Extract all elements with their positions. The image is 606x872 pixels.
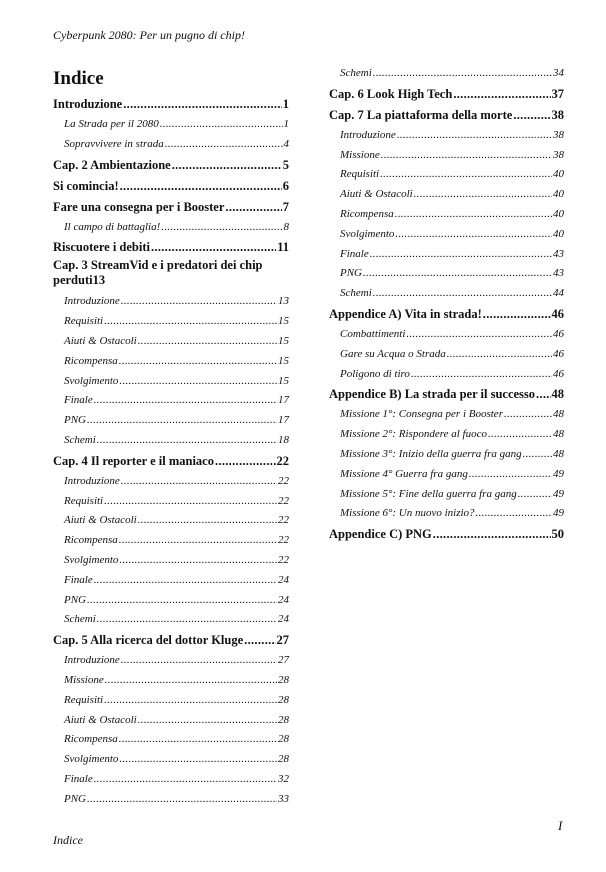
toc-page-number: 48 [551,387,564,402]
toc-leader-dots [215,451,276,472]
toc-chapter-entry[interactable] [329,524,564,545]
toc-leader-dots [536,384,550,405]
toc-section-entry[interactable] [329,165,564,185]
toc-leader-dots [411,365,552,385]
toc-entry-title: PNG [64,593,86,606]
toc-leader-dots [119,750,277,770]
footer-page-number: I [558,818,563,833]
toc-entry-title: Fare una consegna per i Booster [53,199,225,214]
toc-page-number: 17 [278,394,289,407]
toc-page-number: 22 [278,494,289,507]
toc-section-entry[interactable] [53,551,289,571]
toc-chapter-entry[interactable] [53,94,289,115]
toc-leader-dots [469,465,552,485]
toc-section-entry[interactable] [53,115,289,135]
toc-entry-title: Schemi [340,67,372,79]
toc-entry-title: Missione [64,673,104,686]
toc-leader-dots [119,551,277,571]
toc-leader-dots [380,165,552,185]
toc-entry-title: Schemi [340,287,372,300]
toc-leader-dots [87,790,277,810]
toc-entry-title: Il campo di battaglia! [64,220,161,233]
toc-section-entry[interactable] [53,411,289,431]
toc-entry-title: Gare su Acqua o Strada [340,347,446,360]
toc-section-entry[interactable] [329,284,564,304]
toc-section-entry[interactable] [53,372,289,392]
toc-leader-dots [104,492,277,512]
toc-entry-title: Combattimenti [340,327,406,340]
toc-chapter-entry[interactable] [53,237,289,258]
toc-page-number: 28 [278,693,289,706]
toc-section-entry[interactable] [53,352,289,372]
toc-chapter-entry[interactable] [53,451,289,472]
toc-entry-title: Finale [340,247,369,260]
toc-chapter-entry[interactable] [329,84,564,105]
toc-leader-dots [151,237,276,258]
toc-section-entry[interactable] [329,425,564,445]
toc-page-number: 7 [282,199,289,214]
toc-leader-dots [363,264,552,284]
toc-leader-dots [373,284,552,304]
page-title: Indice [53,68,104,89]
toc-page-number: 17 [278,414,289,427]
toc-entry-title: Requisiti [64,315,104,328]
toc-page-number: 40 [553,188,564,201]
toc-leader-dots [120,176,282,197]
toc-leader-dots [381,146,552,166]
toc-section-entry[interactable] [53,671,289,691]
toc-page-number: 38 [553,128,564,141]
toc-page-number: 24 [278,613,289,626]
toc-chapter-entry[interactable] [53,630,289,651]
toc-section-entry[interactable] [53,790,289,810]
toc-chapter-entry[interactable] [329,105,564,126]
toc-entry-title: Finale [64,573,93,586]
toc-leader-dots [414,185,552,205]
toc-leader-dots [138,711,277,731]
toc-chapter-entry[interactable] [329,304,564,325]
toc-leader-dots [119,531,277,551]
toc-section-entry[interactable] [53,750,289,770]
toc-chapter-entry[interactable] [53,155,289,176]
toc-section-entry[interactable] [53,218,289,238]
toc-entry-title: PNG [64,792,86,805]
toc-entry-title: PNG [64,414,86,427]
toc-entry-title: Finale [64,394,93,407]
toc-leader-dots [119,730,277,750]
toc-page-number: 24 [278,573,289,586]
toc-section-entry[interactable] [53,332,289,352]
toc-page-number: 28 [278,753,289,766]
toc-page-number: 44 [553,287,564,300]
toc-page-number: 13 [92,273,106,288]
toc-leader-dots [476,504,552,524]
toc-leader-dots [395,225,552,245]
toc-section-entry[interactable] [329,405,564,425]
toc-entry-title: Missione 4° Guerra fra gang [340,467,468,480]
toc-leader-dots [165,135,283,155]
toc-section-entry[interactable] [53,591,289,611]
toc-entry-title: PNG [340,267,362,280]
toc-leader-dots [97,431,277,451]
toc-page-number: 33 [278,792,289,805]
toc-page-number: 46 [551,306,564,321]
toc-page-number: 22 [278,474,289,487]
toc-section-entry[interactable] [329,264,564,284]
toc-entry-title: Cap. 4 Il reporter e il maniaco [53,453,214,468]
toc-entry-title: Svolgimento [340,227,395,240]
toc-entry-title: Aiuti & Ostacoli [64,713,137,726]
toc-section-entry[interactable] [329,445,564,465]
toc-entry-title: Svolgimento [64,374,119,387]
toc-leader-dots [518,485,552,505]
toc-page-number: 49 [553,507,564,520]
toc-leader-dots [373,64,552,84]
toc-section-entry[interactable] [53,711,289,731]
toc-entry-title: Introduzione [340,128,396,141]
toc-section-entry[interactable] [329,504,564,524]
toc-entry-title: Schemi [64,433,96,446]
toc-page-number: 50 [551,527,564,542]
toc-page-number: 22 [276,453,289,468]
toc-leader-dots [161,218,282,238]
toc-entry-title: Appendice B) La strada per il successo [329,387,536,402]
toc-page-number: 18 [278,433,289,446]
toc-entry-title: Sopravvivere in strada [64,137,164,150]
toc-entry-title: Cap. 6 Look High Tech [329,86,453,101]
toc-chapter-entry[interactable] [53,258,289,292]
toc-section-entry[interactable] [329,225,564,245]
toc-page-number: 5 [282,157,289,172]
toc-entry-title: Cap. 5 Alla ricerca del dottor Kluge [53,633,244,648]
toc-page-number: 28 [278,713,289,726]
toc-section-entry[interactable] [53,292,289,312]
toc-entry-title: Si comincia! [53,178,119,193]
toc-page-number: 43 [553,267,564,280]
toc-page-number: 49 [553,467,564,480]
toc-section-entry[interactable] [53,472,289,492]
toc-page-number: 40 [553,168,564,181]
toc-section-entry[interactable] [329,64,564,84]
toc-section-entry[interactable] [53,492,289,512]
toc-entry-title: Riscuotere i debiti [53,240,150,255]
toc-entry-title: Poligono di tiro [340,367,410,380]
toc-entry-title: Missione 5°: Fine della guerra fra gang [340,487,517,500]
toc-entry-title: Missione 3°: Inizio della guerra fra gang [340,447,522,460]
toc-leader-dots [160,115,283,135]
toc-entry-title: Aiuti & Ostacoli [64,334,137,347]
toc-section-entry[interactable] [53,531,289,551]
toc-section-entry[interactable] [329,365,564,385]
toc-page-number: 13 [278,295,289,308]
toc-entry-title: La Strada per il 2080 [64,118,159,130]
toc-leader-dots [87,591,277,611]
toc-section-entry[interactable] [329,245,564,265]
toc-page-number: 15 [278,354,289,367]
toc-chapter-entry[interactable] [53,197,289,218]
toc-leader-dots [370,245,552,265]
toc-entry-title: Requisiti [64,494,104,507]
toc-page-number: 46 [553,367,564,380]
toc-section-entry[interactable] [53,135,289,155]
toc-page-number: 38 [553,148,564,161]
toc-left-column [53,94,289,810]
toc-leader-dots [97,610,277,630]
toc-entry-title: Ricompensa [64,534,118,547]
toc-leader-dots [395,205,552,225]
toc-page-number: 27 [276,633,289,648]
toc-leader-dots [87,411,277,431]
toc-chapter-entry[interactable] [329,384,564,405]
toc-leader-dots [138,332,277,352]
toc-leader-dots [119,372,277,392]
toc-page-number: 49 [553,487,564,500]
toc-entry-title: Appendice A) Vita in strada! [329,306,482,321]
toc-page-number: 24 [278,593,289,606]
toc-section-entry[interactable] [329,205,564,225]
toc-leader-dots [225,197,281,218]
toc-leader-dots [105,671,277,691]
toc-leader-dots [121,292,277,312]
toc-entry-title: Missione 1°: Consegna per i Booster [340,408,503,421]
running-header: Cyberpunk 2080: Per un pugno di chip! [53,28,245,42]
toc-entry-title: Introduzione [53,97,123,111]
toc-page-number: 6 [282,178,289,193]
toc-page-number: 1 [282,97,289,111]
toc-entry-title: Cap. 2 Ambientazione [53,157,171,172]
toc-page-number: 40 [553,227,564,240]
toc-page-number: 46 [553,327,564,340]
toc-entry-title: Cap. 7 La piattaforma della morte [329,107,513,122]
toc-entry-title: Ricompensa [340,207,394,220]
toc-entry-title: Missione 6°: Un nuovo inizio? [340,507,475,520]
toc-entry-title: Cap. 3 StreamVid e i predatori dei chip [53,258,263,273]
toc-leader-dots [433,524,551,545]
toc-section-entry[interactable] [53,730,289,750]
toc-entry-title: Svolgimento [64,753,119,766]
toc-page-number: 46 [553,347,564,360]
footer-section-label: Indice [53,833,83,847]
toc-section-entry[interactable] [53,312,289,332]
toc-leader-dots [123,94,282,115]
toc-entry-title: Schemi [64,613,96,626]
toc-leader-dots [94,391,277,411]
toc-page-number: 48 [553,447,564,460]
toc-entry-title: Missione [340,148,380,161]
toc-page-number: 4 [283,137,289,150]
toc-page-number: 28 [278,673,289,686]
toc-page-number: 11 [277,240,289,255]
toc-entry-title: Requisiti [64,693,104,706]
toc-leader-dots [104,312,277,332]
toc-section-entry[interactable] [53,651,289,671]
toc-section-entry[interactable] [53,691,289,711]
toc-entry-title: Aiuti & Ostacoli [64,514,137,527]
toc-page-number: 38 [551,107,564,122]
toc-section-entry[interactable] [329,345,564,365]
toc-entry-title: Appendice C) PNG [329,527,432,542]
toc-leader-dots [172,155,282,176]
toc-leader-dots [513,105,550,126]
toc-section-entry[interactable] [329,485,564,505]
toc-entry-title: Requisiti [340,168,380,181]
toc-leader-dots [119,352,277,372]
toc-section-entry[interactable] [329,126,564,146]
toc-page-number: 8 [283,220,289,233]
toc-leader-dots [94,571,277,591]
toc-leader-dots [138,511,277,531]
toc-leader-dots [104,691,277,711]
toc-entry-title-continued: perduti [53,273,93,288]
toc-section-entry[interactable] [53,770,289,790]
toc-page-number: 48 [553,428,564,441]
toc-section-entry[interactable] [53,511,289,531]
toc-leader-dots [447,345,552,365]
toc-leader-dots [121,472,277,492]
toc-entry-title: Svolgimento [64,553,119,566]
toc-leader-dots [523,445,552,465]
toc-leader-dots [504,405,552,425]
toc-leader-dots [94,770,277,790]
toc-section-entry[interactable] [329,465,564,485]
toc-page-number: 15 [278,374,289,387]
toc-right-column [329,64,564,545]
toc-leader-dots [406,325,552,345]
toc-page-number: 1 [283,118,289,130]
toc-section-entry[interactable] [53,431,289,451]
toc-section-entry[interactable] [329,185,564,205]
toc-page-number: 22 [278,553,289,566]
toc-leader-dots [397,126,552,146]
toc-section-entry[interactable] [329,325,564,345]
toc-page-number: 15 [278,334,289,347]
toc-page-number: 32 [278,772,289,785]
toc-page-number: 43 [553,247,564,260]
toc-entry-title: Finale [64,772,93,785]
toc-leader-dots [121,651,277,671]
toc-entry-title: Ricompensa [64,733,118,746]
toc-section-entry[interactable] [53,571,289,591]
toc-section-entry[interactable] [329,146,564,166]
toc-entry-title: Aiuti & Ostacoli [340,188,413,201]
toc-entry-title: Ricompensa [64,354,118,367]
toc-page-number: 22 [278,534,289,547]
toc-page-number: 37 [551,86,564,101]
toc-page-number: 48 [553,408,564,421]
toc-section-entry[interactable] [53,391,289,411]
toc-section-entry[interactable] [53,610,289,630]
toc-entry-title: Introduzione [64,654,120,667]
toc-entry-title: Introduzione [64,295,120,308]
toc-leader-dots [488,425,552,445]
toc-leader-dots [244,630,275,651]
toc-page-number: 22 [278,514,289,527]
toc-page-number: 34 [553,67,564,79]
toc-entry-title: Missione 2°: Rispondere al fuoco [340,428,487,441]
toc-page-number: 40 [553,207,564,220]
toc-page-number: 27 [278,654,289,667]
toc-chapter-entry[interactable] [53,176,289,197]
toc-leader-dots [483,304,551,325]
toc-page-number: 28 [278,733,289,746]
toc-leader-dots [453,84,550,105]
toc-entry-title: Introduzione [64,474,120,487]
toc-page-number: 15 [278,315,289,328]
